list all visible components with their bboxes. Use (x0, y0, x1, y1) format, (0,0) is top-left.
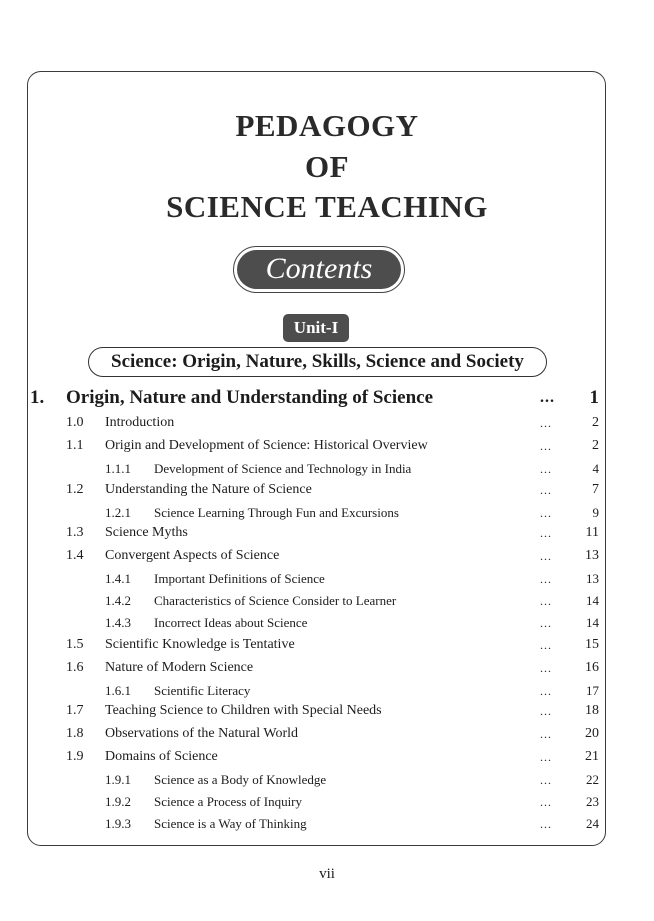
page-ref: 15 (585, 637, 599, 652)
subsection-number: 1.9.3 (105, 816, 131, 831)
subsection-title: Science as a Body of Knowledge (154, 772, 327, 787)
subsection-title: Science Learning Through Fun and Excursions (154, 505, 399, 520)
leader-dots: ... (540, 795, 552, 809)
section-number: 1.0 (66, 415, 84, 430)
page-ref: 2 (592, 415, 599, 430)
leader-dots: ... (540, 661, 552, 675)
page-ref: 2 (592, 438, 599, 453)
page-ref: 14 (586, 615, 599, 630)
leader-dots: ... (540, 572, 552, 586)
page-ref: 1 (589, 387, 599, 408)
leader-dots: ... (540, 506, 552, 520)
page-ref: 21 (585, 749, 599, 764)
book-title-line-3: SCIENCE TEACHING (166, 189, 488, 224)
subsection-title: Characteristics of Science Consider to Learner (154, 593, 397, 608)
section-title: Teaching Science to Children with Special Needs (105, 703, 382, 718)
section-number: 1.8 (66, 726, 84, 741)
leader-dots: ... (540, 389, 555, 406)
subsection-title: Important Definitions of Science (154, 571, 325, 586)
page-ref: 4 (592, 461, 599, 476)
leader-dots: ... (540, 750, 552, 764)
chapter-title: Origin, Nature and Understanding of Science (66, 387, 434, 408)
unit-badge: Unit-I (283, 314, 349, 342)
leader-dots: ... (540, 704, 552, 718)
section-number: 1.4 (66, 548, 84, 563)
leader-dots: ... (540, 817, 552, 831)
subsection-title: Scientific Literacy (154, 683, 251, 698)
subsection-number: 1.9.1 (105, 772, 131, 787)
page-number: vii (319, 866, 335, 882)
section-title: Domains of Science (105, 749, 218, 764)
section-title: Convergent Aspects of Science (105, 548, 280, 563)
contents-heading (233, 246, 405, 293)
page-ref: 16 (585, 660, 599, 675)
section-number: 1.1 (66, 438, 84, 453)
leader-dots: ... (540, 483, 552, 497)
section-title: Scientific Knowledge is Tentative (105, 637, 295, 652)
page-ref: 17 (586, 683, 599, 698)
page-ref: 9 (592, 505, 599, 520)
leader-dots: ... (540, 616, 552, 630)
subsection-number: 1.4.1 (105, 571, 131, 586)
subsection-number: 1.4.3 (105, 615, 131, 630)
subsection-number: 1.4.2 (105, 593, 131, 608)
book-title-line-2: OF (304, 149, 350, 184)
section-number: 1.9 (66, 749, 84, 764)
leader-dots: ... (540, 416, 552, 430)
section-number: 1.2 (66, 482, 84, 497)
unit-title: Science: Origin, Nature, Skills, Science and Society (88, 347, 547, 377)
section-number: 1.7 (66, 703, 84, 718)
section-number: 1.6 (66, 660, 84, 675)
leader-dots: ... (540, 684, 552, 698)
leader-dots: ... (540, 526, 552, 540)
leader-dots: ... (540, 727, 552, 741)
page-ref: 23 (586, 794, 599, 809)
section-title: Observations of the Natural World (105, 726, 299, 741)
subsection-title: Science is a Way of Thinking (154, 816, 307, 831)
contents-label: Contents (237, 250, 401, 289)
page-ref: 7 (592, 482, 599, 497)
section-number: 1.5 (66, 637, 84, 652)
leader-dots: ... (540, 773, 552, 787)
page-ref: 11 (585, 525, 599, 540)
leader-dots: ... (540, 462, 552, 476)
page-ref: 13 (585, 548, 599, 563)
section-title: Understanding the Nature of Science (105, 482, 312, 497)
book-title-line-1: PEDAGOGY (235, 108, 419, 143)
subsection-title: Development of Science and Technology in India (154, 461, 412, 476)
subsection-number: 1.9.2 (105, 794, 131, 809)
subsection-title: Incorrect Ideas about Science (154, 615, 308, 630)
page-ref: 22 (586, 772, 599, 787)
leader-dots: ... (540, 439, 552, 453)
leader-dots: ... (540, 594, 552, 608)
leader-dots: ... (540, 549, 552, 563)
section-number: 1.3 (66, 525, 84, 540)
page-ref: 14 (586, 593, 599, 608)
subsection-title: Science a Process of Inquiry (154, 794, 303, 809)
section-title: Science Myths (105, 525, 188, 540)
page-ref: 20 (585, 726, 599, 741)
leader-dots: ... (540, 638, 552, 652)
page-ref: 24 (586, 816, 599, 831)
subsection-number: 1.1.1 (105, 461, 131, 476)
page-ref: 13 (586, 571, 599, 586)
section-title: Introduction (105, 415, 175, 430)
chapter-number: 1. (30, 387, 45, 408)
subsection-number: 1.6.1 (105, 683, 131, 698)
page-ref: 18 (585, 703, 599, 718)
section-title: Origin and Development of Science: Historical Overview (105, 438, 428, 453)
section-title: Nature of Modern Science (105, 660, 254, 675)
subsection-number: 1.2.1 (105, 505, 131, 520)
